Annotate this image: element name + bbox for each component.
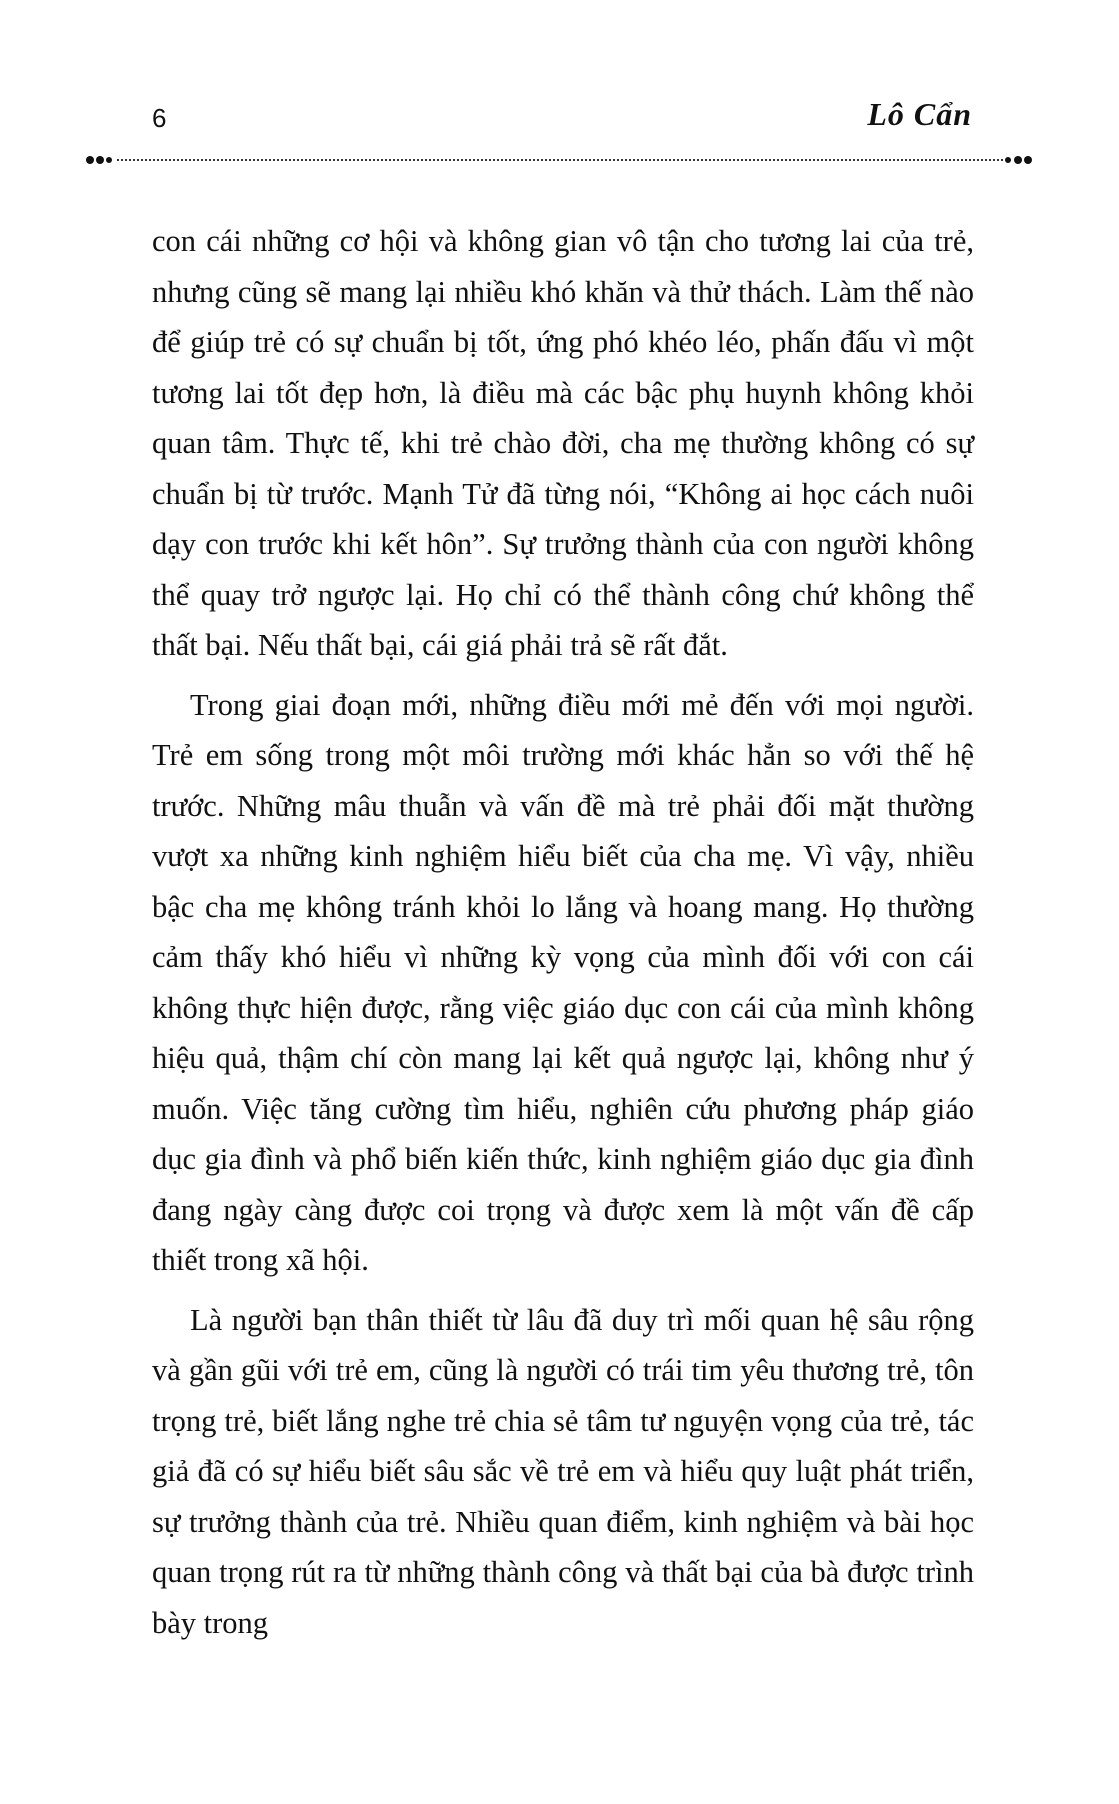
paragraph: Trong giai đoạn mới, những điều mới mẻ đến với mọi người. Trẻ em sống trong một môi trường mới khác hẳn so với thế hệ trước. Những mâu thuẫn và vấn đề mà trẻ phải đối mặt thường vượt xa những kinh nghiệm hiểu biết của cha mẹ. Vì vậy, nhiều bậc cha mẹ không tránh khỏi lo lắng và hoang mang. Họ thường cảm thấy khó hiểu vì những kỳ vọng của mình đối với con cái không thực hiện được, rằng việc giáo dục con cái của mình không hiệu quả, thậm chí còn mang lại kết quả ngược lại, không như ý muốn. Việc tăng cường tìm hiểu, nghiên cứu phương pháp giáo dục gia đình và phổ biến kiến thức, kinh nghiệm giáo dục gia đình đang ngày càng được coi trọng và được xem là một vấn đề cấp thiết trong xã hội. [152,687,974,1277]
rule-ornament-dot [96,156,104,164]
header-dotted-rule [86,155,1034,165]
page-number: 6 [152,103,167,133]
paragraph: con cái những cơ hội và không gian vô tận cho tương lai của trẻ, nhưng cũng sẽ mang lại nhiều khó khăn và thử thách. Làm thế nào để giúp trẻ có sự chuẩn bị tốt, ứng phó khéo léo, phấn đấu vì một tương lai tốt đẹp hơn, là điều mà các bậc phụ huynh không khỏi quan tâm. Thực tế, khi trẻ chào đời, cha mẹ thường không có sự chuẩn bị từ trước. Mạnh Tử đã từng nói, “Không ai học cách nuôi dạy con trước khi kết hôn”. Sự trưởng thành của con người không thể quay trở ngược lại. Họ chỉ có thể thành công chứ không thể thất bại. Nếu thất bại, cái giá phải trả sẽ rất đắt. [152,224,974,662]
rule-ornament-dot [1024,156,1032,164]
rule-ornament-dot [1014,156,1022,164]
rule-ornament-dot [1005,157,1011,163]
rule-ornament-dot [86,156,94,164]
body-text [152,216,974,1648]
running-head-author: Lô Cẩn [867,96,972,132]
rule-dotted-line [117,159,1003,161]
page-header [0,0,1119,180]
rule-ornament-dot [106,157,112,163]
paragraph: Là người bạn thân thiết từ lâu đã duy trì mối quan hệ sâu rộng và gần gũi với trẻ em, cũng là người có trái tim yêu thương trẻ, tôn trọng trẻ, biết lắng nghe trẻ chia sẻ tâm tư nguyện vọng của trẻ, tác giả đã có sự hiểu biết sâu sắc về trẻ em và hiểu quy luật phát triển, sự trưởng thành của trẻ. Nhiều quan điểm, kinh nghiệm và bài học quan trọng rút ra từ những thành công và thất bại của bà được trình bày trong [152,1302,974,1640]
